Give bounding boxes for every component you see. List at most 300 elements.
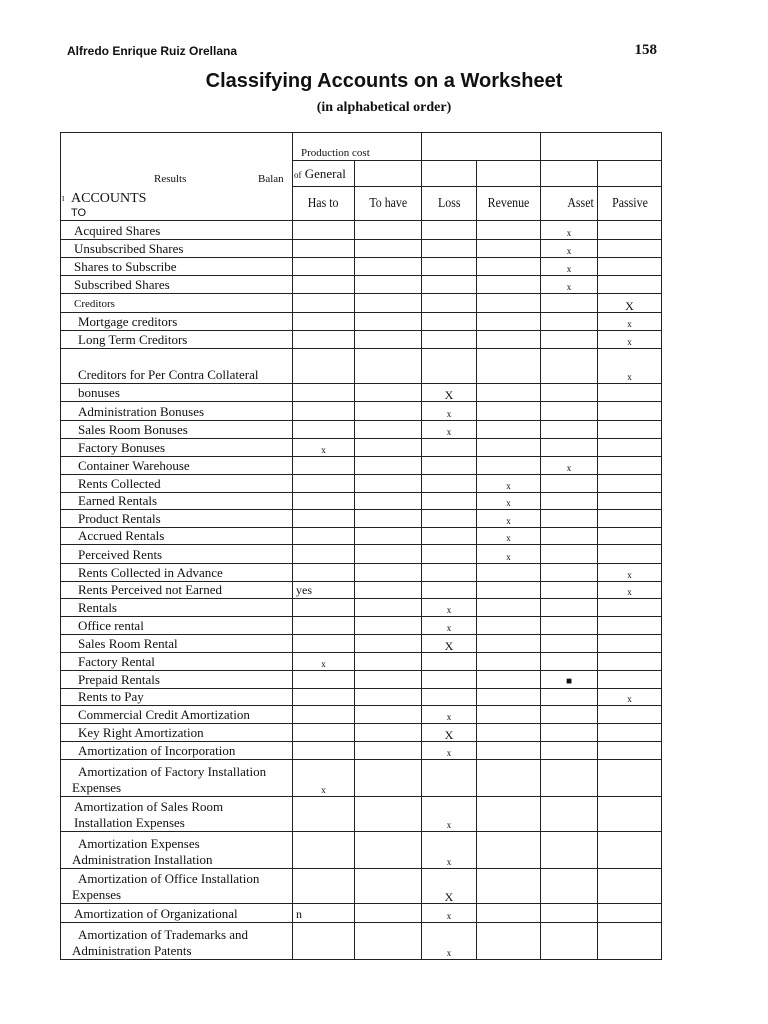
header-blank-2 xyxy=(422,161,477,187)
asset-cell xyxy=(541,797,598,832)
account-name-line2: Expenses xyxy=(72,887,122,902)
asset-cell xyxy=(541,439,598,457)
account-name-cell xyxy=(61,457,293,475)
table-row xyxy=(61,706,662,724)
passive-cell xyxy=(598,384,662,402)
revenue-mark: x xyxy=(477,545,541,564)
loss-mark: x xyxy=(422,923,477,960)
table-row xyxy=(61,439,662,457)
account-name: Sales Room Bonuses xyxy=(78,422,188,437)
passive-cell xyxy=(598,493,662,510)
account-name-cell xyxy=(61,582,293,599)
loss-cell xyxy=(422,475,477,493)
general-prefix: of xyxy=(294,169,302,180)
results-header-blank xyxy=(422,133,541,161)
passive-cell xyxy=(598,258,662,276)
loss-cell xyxy=(422,331,477,349)
passive-mark: x xyxy=(598,349,662,384)
to-have-cell xyxy=(355,724,422,742)
table-row xyxy=(61,313,662,331)
passive-cell xyxy=(598,869,662,904)
account-name-cell xyxy=(61,258,293,276)
account-name: Perceived Rents xyxy=(78,547,163,562)
asset-cell xyxy=(541,475,598,493)
asset-mark: x xyxy=(541,258,598,276)
table-row xyxy=(61,869,662,904)
passive-cell xyxy=(598,923,662,960)
revenue-mark: x xyxy=(477,493,541,510)
general-label: General xyxy=(304,165,346,181)
general-header-cell xyxy=(293,161,355,187)
asset-cell xyxy=(541,599,598,617)
revenue-cell xyxy=(477,582,541,599)
passive-cell xyxy=(598,240,662,258)
account-name-line2: Administration Installation xyxy=(72,852,213,867)
to-have-label: To have xyxy=(369,196,407,211)
to-have-cell xyxy=(355,402,422,421)
table-row xyxy=(61,797,662,832)
account-name-line2: Installation Expenses xyxy=(74,815,185,830)
table-row xyxy=(61,349,662,384)
passive-mark: x xyxy=(598,564,662,582)
has-to-cell xyxy=(293,313,355,331)
has-to-header xyxy=(293,187,355,221)
account-name: Mortgage creditors xyxy=(78,314,178,329)
account-name-cell xyxy=(61,221,293,240)
has-to-cell xyxy=(293,475,355,493)
to-have-cell xyxy=(355,545,422,564)
account-name: Administration Bonuses xyxy=(78,404,205,419)
revenue-cell xyxy=(477,742,541,760)
asset-cell xyxy=(541,706,598,724)
revenue-cell xyxy=(477,760,541,797)
account-name: bonuses xyxy=(78,385,120,400)
production-cost-header xyxy=(293,133,422,161)
to-have-cell xyxy=(355,384,422,402)
loss-mark: x xyxy=(422,706,477,724)
loss-cell xyxy=(422,439,477,457)
has-to-cell xyxy=(293,599,355,617)
author-name: Alfredo Enrique Ruiz Orellana xyxy=(67,44,238,58)
loss-cell xyxy=(422,582,477,599)
account-name: Amortization of Incorporation xyxy=(78,743,236,758)
loss-cell xyxy=(422,349,477,384)
account-name-cell xyxy=(61,832,293,869)
to-have-cell xyxy=(355,457,422,475)
passive-cell xyxy=(598,724,662,742)
loss-cell xyxy=(422,294,477,313)
account-name: Shares to Subscribe xyxy=(74,259,177,274)
revenue-cell xyxy=(477,349,541,384)
table-row xyxy=(61,653,662,671)
account-name: Subscribed Shares xyxy=(74,277,170,292)
passive-cell xyxy=(598,402,662,421)
revenue-header xyxy=(477,187,541,221)
asset-mark: x xyxy=(541,240,598,258)
asset-cell xyxy=(541,384,598,402)
table-row xyxy=(61,724,662,742)
asset-cell xyxy=(541,313,598,331)
account-name-cell xyxy=(61,510,293,528)
passive-cell xyxy=(598,439,662,457)
table-row xyxy=(61,617,662,635)
table-row xyxy=(61,475,662,493)
passive-cell xyxy=(598,797,662,832)
account-name-line1: Amortization of Office Installation xyxy=(78,871,260,886)
table-row xyxy=(61,528,662,545)
revenue-cell xyxy=(477,221,541,240)
passive-cell xyxy=(598,475,662,493)
balance-label: Balan xyxy=(258,173,284,185)
table-row xyxy=(61,384,662,402)
account-name: Commercial Credit Amortization xyxy=(78,707,250,722)
header-blank-3 xyxy=(477,161,541,187)
has-to-cell xyxy=(293,617,355,635)
passive-cell xyxy=(598,457,662,475)
passive-label: Passive xyxy=(611,196,648,211)
table-row xyxy=(61,635,662,653)
table-row xyxy=(61,240,662,258)
revenue-cell xyxy=(477,904,541,923)
table-row xyxy=(61,421,662,439)
loss-mark: x xyxy=(422,599,477,617)
has-to-cell xyxy=(293,384,355,402)
revenue-mark: x xyxy=(477,510,541,528)
has-to-cell xyxy=(293,331,355,349)
loss-cell xyxy=(422,493,477,510)
account-name-cell xyxy=(61,439,293,457)
asset-mark: x xyxy=(541,457,598,475)
loss-mark: X xyxy=(422,384,477,402)
passive-cell xyxy=(598,617,662,635)
revenue-cell xyxy=(477,689,541,706)
passive-cell xyxy=(598,635,662,653)
asset-cell xyxy=(541,493,598,510)
passive-cell xyxy=(598,706,662,724)
loss-cell xyxy=(422,653,477,671)
to-have-cell xyxy=(355,706,422,724)
account-name-cell xyxy=(61,294,293,313)
account-name: Rents Perceived not Earned xyxy=(78,582,223,597)
revenue-cell xyxy=(477,294,541,313)
loss-mark: x xyxy=(422,617,477,635)
revenue-cell xyxy=(477,439,541,457)
account-name: Rents Collected in Advance xyxy=(78,565,223,580)
revenue-cell xyxy=(477,564,541,582)
account-name: Earned Rentals xyxy=(78,493,158,508)
revenue-cell xyxy=(477,869,541,904)
loss-mark: x xyxy=(422,402,477,421)
has-to-cell xyxy=(293,564,355,582)
production-cost-label: Production cost xyxy=(301,147,370,159)
account-name: Factory Bonuses xyxy=(78,440,166,455)
table-row xyxy=(61,493,662,510)
results-label: Results xyxy=(154,173,187,185)
to-have-cell xyxy=(355,276,422,294)
asset-cell xyxy=(541,869,598,904)
account-name: Office rental xyxy=(78,618,144,633)
account-name-cell xyxy=(61,923,293,960)
table-row xyxy=(61,457,662,475)
table-row xyxy=(61,671,662,689)
loss-mark: x xyxy=(422,421,477,439)
passive-mark: X xyxy=(598,294,662,313)
revenue-mark: x xyxy=(477,528,541,545)
to-have-cell xyxy=(355,689,422,706)
loss-cell xyxy=(422,457,477,475)
account-name: Key Right Amortization xyxy=(78,725,204,740)
passive-cell xyxy=(598,421,662,439)
loss-mark: x xyxy=(422,904,477,923)
loss-cell xyxy=(422,258,477,276)
account-name: Rentals xyxy=(78,600,117,615)
has-to-label: Has to xyxy=(308,196,339,211)
passive-cell xyxy=(598,760,662,797)
revenue-cell xyxy=(477,240,541,258)
account-name: Product Rentals xyxy=(78,511,161,526)
table-row xyxy=(61,599,662,617)
has-to-cell xyxy=(293,240,355,258)
asset-cell xyxy=(541,923,598,960)
account-name-cell xyxy=(61,276,293,294)
revenue-cell xyxy=(477,276,541,294)
table-row xyxy=(61,832,662,869)
table-row xyxy=(61,545,662,564)
loss-cell xyxy=(422,313,477,331)
account-name-cell xyxy=(61,240,293,258)
table-row xyxy=(61,331,662,349)
asset-cell xyxy=(541,528,598,545)
account-name-cell xyxy=(61,475,293,493)
revenue-cell xyxy=(477,331,541,349)
loss-mark: x xyxy=(422,742,477,760)
account-name-cell xyxy=(61,671,293,689)
to-have-cell xyxy=(355,439,422,457)
table-row xyxy=(61,742,662,760)
loss-cell xyxy=(422,240,477,258)
asset-cell xyxy=(541,742,598,760)
account-name: Acquired Shares xyxy=(74,223,161,238)
has-to-cell xyxy=(293,923,355,960)
to-have-cell xyxy=(355,742,422,760)
account-name-cell xyxy=(61,869,293,904)
to-have-cell xyxy=(355,493,422,510)
to-have-cell xyxy=(355,671,422,689)
account-name-line1: Amortization of Factory Installation xyxy=(78,764,267,779)
to-have-header xyxy=(355,187,422,221)
header-blank-1 xyxy=(355,161,422,187)
asset-cell xyxy=(541,349,598,384)
has-to-cell xyxy=(293,402,355,421)
header-blank-4 xyxy=(541,161,598,187)
account-name-line2: Administration Patents xyxy=(72,943,192,958)
revenue-cell xyxy=(477,671,541,689)
asset-cell xyxy=(541,564,598,582)
table-row xyxy=(61,294,662,313)
has-to-cell xyxy=(293,832,355,869)
loss-cell xyxy=(422,510,477,528)
passive-mark: x xyxy=(598,331,662,349)
to-have-cell xyxy=(355,760,422,797)
revenue-cell xyxy=(477,832,541,869)
loss-cell xyxy=(422,545,477,564)
header-blank-5 xyxy=(598,161,662,187)
account-name: Factory Rental xyxy=(78,654,155,669)
table-row xyxy=(61,760,662,797)
account-name: Unsubscribed Shares xyxy=(74,241,184,256)
to-have-cell xyxy=(355,528,422,545)
revenue-mark: x xyxy=(477,475,541,493)
asset-cell xyxy=(541,617,598,635)
asset-cell xyxy=(541,582,598,599)
account-name-cell xyxy=(61,545,293,564)
to-have-cell xyxy=(355,653,422,671)
loss-cell xyxy=(422,760,477,797)
account-name-cell xyxy=(61,797,293,832)
account-name-cell xyxy=(61,349,293,384)
asset-header xyxy=(541,187,598,221)
to-have-cell xyxy=(355,421,422,439)
passive-cell xyxy=(598,545,662,564)
account-name-cell xyxy=(61,564,293,582)
table-row xyxy=(61,923,662,960)
revenue-cell xyxy=(477,653,541,671)
revenue-cell xyxy=(477,402,541,421)
asset-cell xyxy=(541,724,598,742)
revenue-cell xyxy=(477,457,541,475)
loss-cell xyxy=(422,689,477,706)
revenue-cell xyxy=(477,617,541,635)
account-name-line1: Amortization of Sales Room xyxy=(74,799,224,814)
table-row xyxy=(61,258,662,276)
account-name-cell xyxy=(61,402,293,421)
asset-cell xyxy=(541,421,598,439)
passive-mark: x xyxy=(598,582,662,599)
asset-cell xyxy=(541,904,598,923)
revenue-label: Revenue xyxy=(487,196,530,211)
passive-cell xyxy=(598,599,662,617)
loss-cell xyxy=(422,221,477,240)
passive-header xyxy=(598,187,662,221)
loss-cell xyxy=(422,276,477,294)
loss-mark: X xyxy=(422,869,477,904)
has-to-cell xyxy=(293,221,355,240)
revenue-cell xyxy=(477,258,541,276)
revenue-cell xyxy=(477,384,541,402)
account-name: Creditors for Per Contra Collateral xyxy=(78,367,259,382)
table-row xyxy=(61,276,662,294)
account-name-cell xyxy=(61,742,293,760)
account-name-cell xyxy=(61,904,293,923)
account-name: Long Term Creditors xyxy=(78,332,188,347)
revenue-cell xyxy=(477,797,541,832)
account-name-cell xyxy=(61,493,293,510)
has-to-mark: x xyxy=(293,653,355,671)
account-name-cell xyxy=(61,617,293,635)
asset-label: Asset xyxy=(567,196,594,211)
account-name-cell xyxy=(61,760,293,797)
accounts-column-header: ACCOUNTS xyxy=(71,191,147,206)
account-name-cell xyxy=(61,724,293,742)
loss-cell xyxy=(422,671,477,689)
page-title: Classifying Accounts on a Worksheet xyxy=(205,70,563,92)
to-have-cell xyxy=(355,797,422,832)
has-to-cell xyxy=(293,457,355,475)
to-have-cell xyxy=(355,617,422,635)
has-to-cell xyxy=(293,493,355,510)
account-name-cell xyxy=(61,313,293,331)
asset-mark: ■ xyxy=(541,671,598,689)
to-have-cell xyxy=(355,923,422,960)
passive-cell xyxy=(598,742,662,760)
has-to-cell xyxy=(293,742,355,760)
loss-mark: X xyxy=(422,635,477,653)
asset-cell xyxy=(541,545,598,564)
account-name-cell xyxy=(61,599,293,617)
to-have-cell xyxy=(355,582,422,599)
has-to-cell xyxy=(293,545,355,564)
account-name-cell xyxy=(61,635,293,653)
account-name: Container Warehouse xyxy=(78,458,190,473)
passive-mark: x xyxy=(598,313,662,331)
loss-mark: x xyxy=(422,797,477,832)
account-name-line1: Amortization of Trademarks and xyxy=(78,927,249,942)
page-number: 158 xyxy=(634,42,657,58)
has-to-cell xyxy=(293,724,355,742)
passive-cell xyxy=(598,653,662,671)
revenue-cell xyxy=(477,599,541,617)
has-to-cell xyxy=(293,706,355,724)
has-to-cell xyxy=(293,510,355,528)
table-row xyxy=(61,689,662,706)
to-have-cell xyxy=(355,258,422,276)
table-row xyxy=(61,904,662,923)
loss-label: Loss xyxy=(437,196,461,211)
asset-cell xyxy=(541,635,598,653)
revenue-cell xyxy=(477,923,541,960)
accounts-prefix: I xyxy=(62,195,65,203)
account-name: Rents to Pay xyxy=(78,689,144,704)
to-have-cell xyxy=(355,564,422,582)
has-to-note: yes xyxy=(293,582,355,599)
table-row xyxy=(61,402,662,421)
has-to-mark: x xyxy=(293,760,355,797)
table-row xyxy=(61,564,662,582)
to-have-cell xyxy=(355,313,422,331)
table-row xyxy=(61,510,662,528)
revenue-cell xyxy=(477,724,541,742)
header-row-group xyxy=(61,133,662,161)
asset-mark: x xyxy=(541,276,598,294)
has-to-note: n xyxy=(293,904,355,923)
to-have-cell xyxy=(355,832,422,869)
has-to-cell xyxy=(293,294,355,313)
loss-mark: X xyxy=(422,724,477,742)
account-name: Prepaid Rentals xyxy=(78,672,160,687)
has-to-cell xyxy=(293,276,355,294)
has-to-cell xyxy=(293,421,355,439)
loss-cell xyxy=(422,564,477,582)
account-name-line1: Amortization Expenses xyxy=(78,836,200,851)
to-have-cell xyxy=(355,349,422,384)
loss-header xyxy=(422,187,477,221)
revenue-cell xyxy=(477,706,541,724)
asset-cell xyxy=(541,294,598,313)
worksheet-table xyxy=(60,132,662,960)
to-have-cell xyxy=(355,635,422,653)
account-name-cell xyxy=(61,421,293,439)
table-row xyxy=(61,582,662,599)
